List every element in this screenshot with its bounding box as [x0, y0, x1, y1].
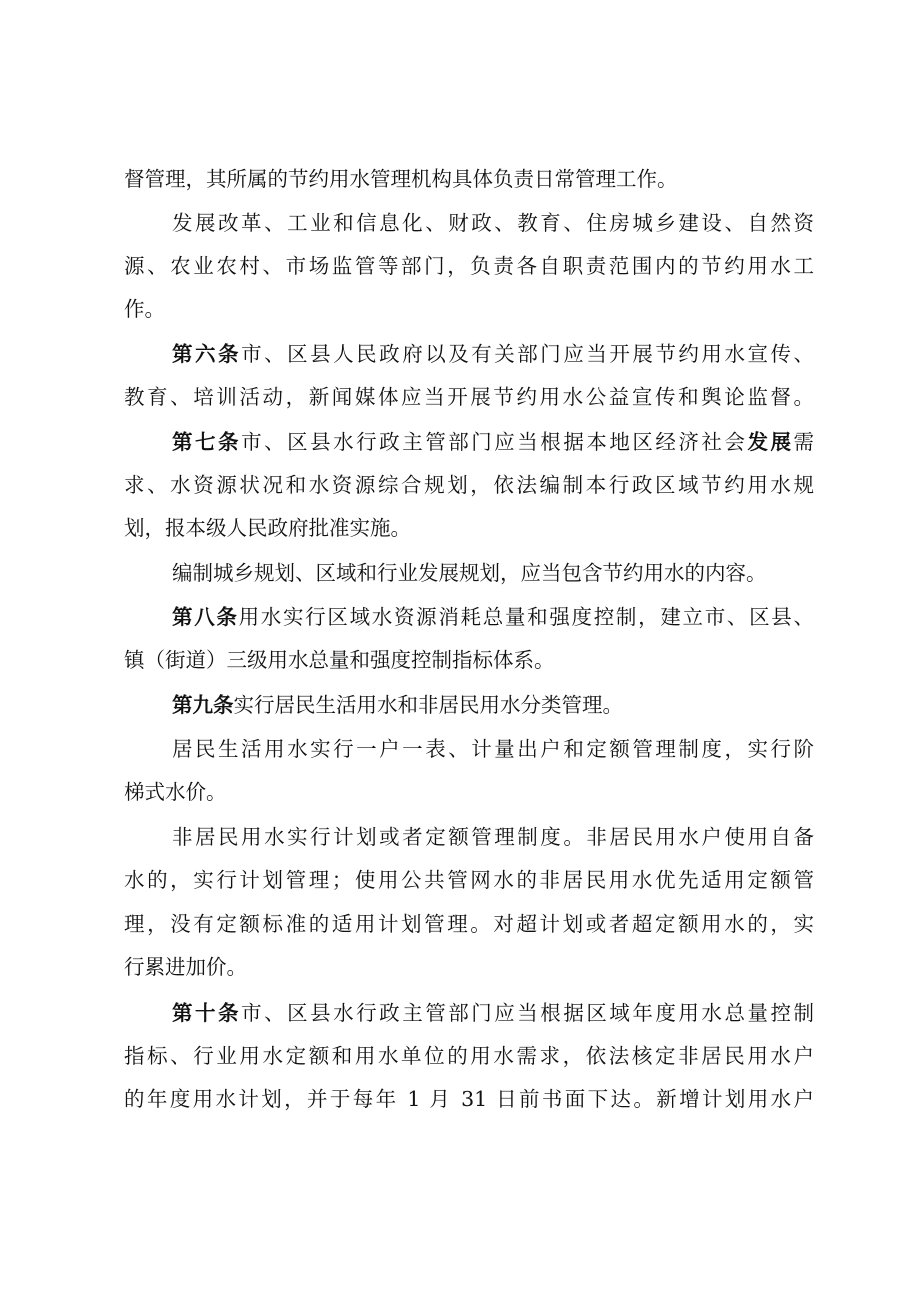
article-heading: 第八条 [172, 605, 239, 629]
paragraph-line: 水的，实行计划管理；使用公共管网水的非居民用水优先适用定额管 [124, 868, 814, 892]
article-heading: 第七条 [172, 430, 242, 454]
paragraph-line: 指标、行业用水定额和用水单位的用水需求，依法核定非居民用水户 [124, 1044, 814, 1068]
paragraph-line: 编制城乡规划、区域和行业发展规划，应当包含节约用水的内容。 [172, 561, 767, 585]
paragraph-line: 镇（街道）三级用水总量和强度控制指标体系。 [124, 648, 555, 672]
paragraph-text: 实行居民生活用水和非居民用水分类管理。 [233, 693, 623, 717]
article-10-line [172, 1000, 814, 1026]
paragraph-line: 的年度用水计划，并于每年 1 月 31 日前书面下达。新增计划用水户 [124, 1087, 814, 1111]
paragraph-text: 需 [793, 430, 814, 454]
paragraph-line: 居民生活用水实行一户一表、计量出户和定额管理制度，实行阶 [172, 737, 814, 761]
article-8-line [172, 604, 814, 630]
article-heading: 第十条 [172, 1001, 242, 1025]
paragraph-line: 行累进加价。 [124, 955, 247, 979]
article-9-line [172, 692, 814, 718]
paragraph-line: 梯式水价。 [124, 780, 227, 804]
paragraph-text: 市、区县水行政主管部门应当根据本地区经济社会 [241, 430, 748, 454]
article-heading: 第九条 [172, 693, 234, 717]
paragraph-text: 市、区县水行政主管部门应当根据区域年度用水总量控制 [241, 1001, 814, 1025]
article-heading: 第六条 [172, 342, 242, 366]
paragraph-text: 用水实行区域水资源消耗总量和强度控制，建立市、区县、 [238, 605, 814, 629]
paragraph-line: 作。 [124, 297, 165, 321]
paragraph-line: 督管理，其所属的节约用水管理机构具体负责日常管理工作。 [124, 167, 678, 191]
paragraph-bold-text: 发展 [747, 430, 794, 454]
paragraph-line: 教育、培训活动，新闻媒体应当开展节约用水公益宣传和舆论监督。 [124, 385, 814, 409]
paragraph-line: 源、农业农村、市场监管等部门，负责各自职责范围内的节约用水工 [124, 254, 814, 278]
paragraph-line: 非居民用水实行计划或者定额管理制度。非居民用水户使用自备 [172, 825, 814, 849]
paragraph-text: 市、区县人民政府以及有关部门应当开展节约用水宣传、 [241, 342, 814, 366]
paragraph-line: 理，没有定额标准的适用计划管理。对超计划或者超定额用水的，实 [124, 912, 814, 936]
paragraph-line: 划，报本级人民政府批准实施。 [124, 516, 411, 540]
article-7-line [172, 429, 814, 455]
article-6-line [172, 341, 814, 367]
paragraph-line: 求、水资源状况和水资源综合规划，依法编制本行政区域节约用水规 [124, 473, 814, 497]
paragraph-line: 发展改革、工业和信息化、财政、教育、住房城乡建设、自然资 [172, 211, 814, 235]
